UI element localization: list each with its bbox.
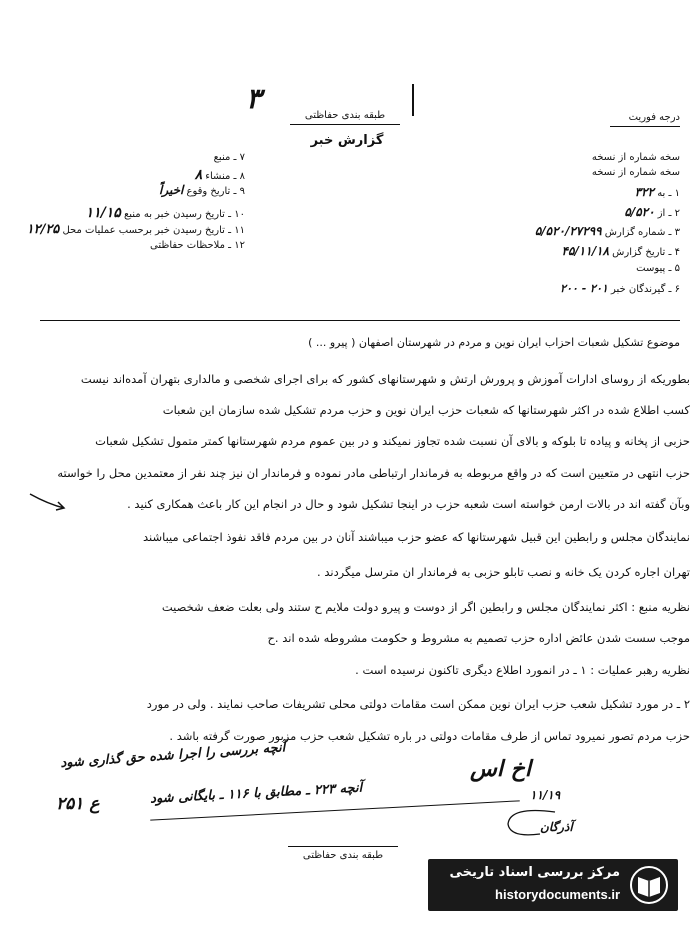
body-line: حزب انتهی در متعیین است که در واقع مربوطه به فرماندار ارتباطی مادر نموده و فرماندار ان نیز چند نفر از معتمدین محل را خواسته	[57, 466, 690, 480]
field-copy-number-1: سخه شماره از نسخه	[591, 152, 680, 163]
handwritten-signature: اخ اس	[470, 756, 531, 782]
handwritten-note: آنچه بررسی را اجرا شده حق گذاری شود	[59, 740, 286, 771]
opinion-line-1: نظریه منبع : اکثر نمایندگان مجلس و رابطین اگر از دوست و پیرو دولت ملایم ح ستند ولی بعلت ضعف شخصیت	[161, 600, 690, 614]
evaluation-line-2: ۲ ـ در مورد تشکیل شعب حزب ایران نوین ممکن است مقامات دولتی محلی تشریفات صاحب نمایند . ولی در مورد	[146, 697, 690, 711]
field-occurrence-date: ۹ ـ تاریخ وقوع اخیراً	[159, 183, 245, 197]
field-origin: ۸ ـ منشاء ۸	[194, 167, 245, 183]
subject-text: تشکیل شعبات احزاب ایران نوین و مردم در شهرستان اصفهان ( پیرو ... )	[308, 336, 644, 349]
watermark-title: مرکز بررسی اسناد تاریخی	[449, 865, 620, 880]
watermark-logo	[428, 859, 678, 911]
evaluation-label: نظریه رهبر عملیات :	[590, 663, 690, 677]
urgency-underline	[610, 126, 680, 127]
field-to: ۱ ـ به ۳۲۲	[634, 185, 680, 199]
field-attachment: ۵ ـ پیوست	[636, 263, 680, 274]
opinion-label: نظریه منبع :	[631, 600, 690, 614]
book-logo-icon	[628, 865, 670, 909]
handwritten-initials: آذرگان	[540, 820, 573, 834]
urgency-label: درجه فوریت	[628, 112, 680, 123]
subject-label: موضوع	[646, 336, 680, 349]
classification-bottom-box	[288, 846, 398, 847]
classification-top: طبقه بندی حفاظتی	[304, 110, 386, 121]
body-line: نمایندگان مجلس و رابطین این قبیل شهرستانها که عضو حزب میباشند آنان در بین مردم فاقد نفوذ اجتماعی میباشند	[142, 530, 690, 544]
field-report-date: ۴ ـ تاریخ گزارش ۴۵/۱۱/۱۸	[561, 244, 680, 258]
arrow-mark-icon	[28, 490, 68, 516]
top-bracket	[412, 84, 418, 116]
field-report-number: ۳ ـ شماره گزارش ۵/۵۲۰/۲۷۲۹۹	[534, 224, 680, 238]
field-received-source: ۱۰ ـ تاریخ رسیدن خبر به منبع ۱۱/۱۵	[85, 205, 245, 221]
opinion-line-2: موجب سست شدن عائض اداره حزب تصمیم به مشروط و حکومت مشروطه شده اند .ح	[267, 631, 690, 645]
handwritten-file-line: آنچه ۲۲۳ ـ مطابق با ۱۱۶ ـ بایگانی شود	[149, 780, 363, 807]
field-recipients: ۶ ـ گیرندگان خبر ۲۰۱ - ۲۰۰	[560, 282, 680, 295]
classification-top-box	[290, 124, 400, 126]
body-line: تهران اجاره کردن یک خانه و نصب تابلو حزبی به فرماندار ان مترسل میگردند .	[317, 565, 690, 579]
top-handwritten-mark: ۳	[246, 82, 262, 115]
body-line: حزبی از پخانه و پیاده تا بلوکه و بالای آن نسبت شده تجاوز نمیکند و در بین عموم مردم شهرستانها کمتر متمول تشکیل شعبات	[95, 434, 690, 448]
evaluation-line-1: نظریه رهبر عملیات : ۱ ـ در انمورد اطلاع دیگری تاکنون نرسیده است .	[355, 663, 690, 677]
field-copy-number-2: سخه شماره از نسخه	[591, 167, 680, 178]
body-line: کسب اطلاع شده در اکثر شهرستانها که شعبات حزب ایران نوین و حزب مردم تشکیل شده سازمان این شعبات	[162, 403, 690, 417]
field-received-ops: ۱۱ ـ تاریخ رسیدن خبر برحسب عملیات محل ۱۲/۲۵	[26, 222, 245, 237]
field-source: ۷ ـ منبع	[213, 152, 245, 163]
body-line: وبآن گفته اند در بالات ارمن خواسته است شعبه حزب در اینجا تشکیل شود و حال در انجام این کار باعث همکاری کنید .	[127, 497, 690, 511]
body-line: بطوریکه از روسای ادارات آموزش و پرورش ارتش و شهرستانهای کشور که برای اجرای شخصی و مالداری بتهران آمده‌اند نیست	[80, 372, 690, 386]
report-title: گزارش خبر	[310, 133, 384, 148]
field-security-notes: ۱۲ ـ ملاحظات حفاظتی	[150, 240, 245, 251]
classification-bottom: طبقه بندی حفاظتی	[302, 850, 384, 861]
field-from: ۲ ـ از ۵/۵۲۰	[624, 205, 680, 219]
subject-line	[20, 336, 680, 349]
header-divider	[40, 320, 680, 321]
evaluation-line-3: حزب مردم تصور نمیرود تماس از طرف مقامات دولتی در باره تشکیل شعب حزب مزبور صورت گرفته باشد .	[169, 729, 690, 743]
initials-swoosh-icon	[500, 806, 560, 844]
handwritten-date: ۱۱/۱۹	[530, 788, 561, 802]
watermark-url: historydocuments.ir	[495, 887, 620, 902]
handwritten-code: ع ۲۵۱	[56, 794, 100, 814]
